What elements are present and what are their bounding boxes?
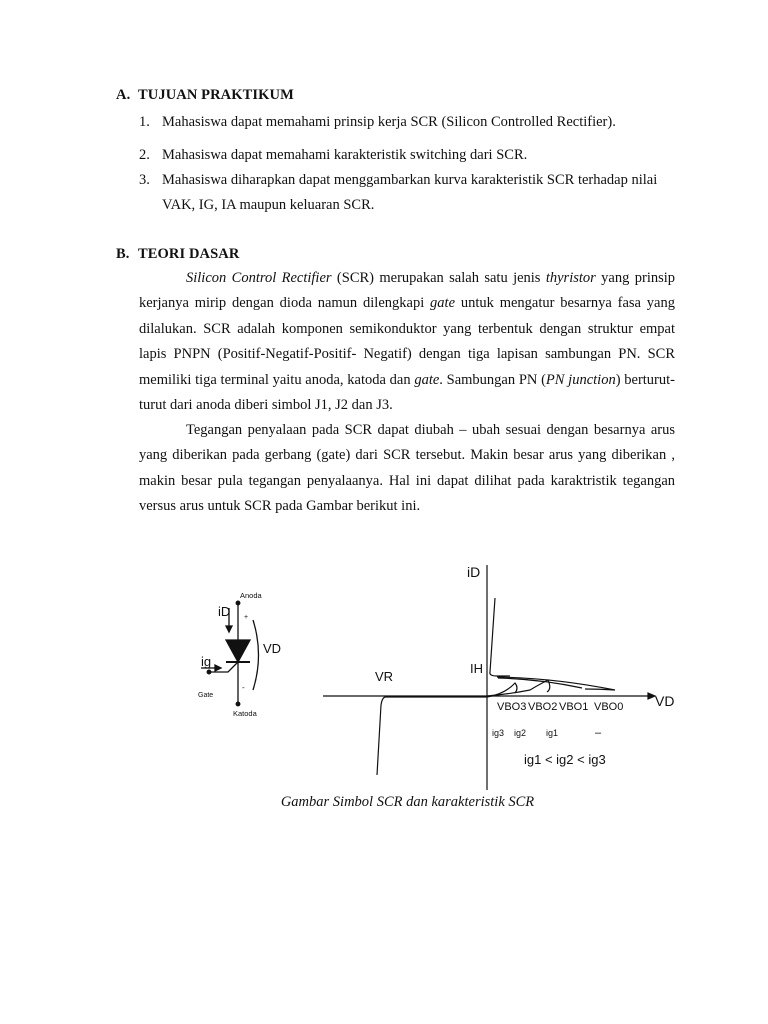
x-axis-label: VD: [655, 693, 675, 709]
vbo2-curve: [487, 680, 550, 696]
on-state-curve: [490, 598, 510, 676]
paragraph-text: yang prinsip kerjanya mirip dengan dioda namun dilengkapi: [139, 270, 676, 312]
term-thyristor: thyristor: [545, 270, 596, 286]
vbo3-label: VBO3: [497, 701, 527, 713]
ig3-label: ig3: [492, 728, 505, 738]
vbo0-label: VBO0: [594, 701, 624, 713]
gate-lead: [210, 662, 238, 672]
graph-labels: [375, 564, 674, 767]
term-gate: gate: [414, 371, 440, 388]
paragraph-text: untuk mengatur besarnya fasa yang dilalukan. SCR adalah komponen semikonduktor yang terbentuk dengan struktur empat lapis PNPN (Positif-Negatif-Positif- Negatif) dengan tiga lapisan sambungan PN. SCR memiliki tiga terminal yaitu anoda, katoda dan: [139, 295, 675, 388]
objective-item: [139, 110, 679, 135]
objective-item: [139, 168, 679, 218]
gate-label: Gate: [198, 692, 214, 699]
gate-terminal: [207, 670, 211, 674]
objective-text: Mahasiswa dapat memahami karakteristik switching dari SCR.: [162, 147, 528, 163]
minus-label: -: [242, 683, 245, 692]
objective-text: Mahasiswa diharapkan dapat menggambarkan kurva karakteristik SCR terhadap nilai VAK, IG, IA maupun keluaran SCR.: [162, 172, 658, 213]
section-b-title: TEORI DASAR: [138, 246, 240, 262]
section-a-heading: [116, 87, 294, 104]
section-a-title: TUJUAN PRAKTIKUM: [138, 87, 294, 103]
vr-label: VR: [375, 669, 394, 684]
cathode-terminal: [236, 702, 240, 706]
figure: [0, 545, 768, 815]
objective-number: 2.: [139, 147, 150, 163]
ig0-label: –: [595, 727, 602, 739]
section-b-letter: B.: [116, 246, 130, 262]
id-arrow-icon: [226, 626, 232, 632]
figure-caption: Gambar Simbol SCR dan karakteristik SCR: [280, 794, 535, 810]
x-axis-arrow-icon: [648, 693, 655, 699]
vd-label: VD: [263, 641, 282, 656]
paragraph-text: . Sambungan PN (: [439, 371, 546, 388]
ih-label: IH: [470, 661, 483, 676]
section-a-letter: A.: [116, 87, 131, 103]
reverse-curve: [377, 697, 487, 775]
vbo2-label: VBO2: [528, 701, 558, 713]
term-pn-junction: PN junction: [545, 371, 616, 388]
y-axis-label: iD: [467, 564, 481, 580]
paragraph-text: ) berturut-turut dari anoda diberi simbol J1, J2 dan J3.: [139, 371, 675, 414]
theory-paragraph-1: [139, 266, 675, 418]
vbo1-label: VBO1: [559, 701, 589, 713]
ig-label: ig: [201, 654, 212, 669]
plus-label: +: [244, 614, 249, 621]
paragraph-text: (SCR) merupakan salah satu jenis: [331, 270, 546, 286]
katoda-label: Katoda: [233, 709, 257, 718]
objectives-list: [139, 110, 679, 218]
section-b-heading: [116, 246, 239, 263]
theory-paragraph-2: [139, 418, 675, 520]
id-label: iD: [218, 604, 231, 619]
paragraph-text: Tegangan penyalaan pada SCR dapat diubah – ubah sesuai dengan besarnya arus yang diberikan pada gerbang (gate) dari SCR tersebut. Makin besar arus yang diberikan , makin besar pula tegangan penyalaanya. Hal ini dapat dilihat pada karaktristik tegangan versus arus untuk SCR pada Gambar berikut ini.: [139, 422, 675, 515]
anoda-label: Anoda: [240, 591, 262, 600]
ig2-label: ig2: [514, 728, 527, 738]
objective-number: 1.: [139, 114, 150, 130]
scr-figure-svg: [0, 545, 768, 815]
ig-relation-label: ig1 < ig2 < ig3: [524, 752, 606, 767]
term-scr: Silicon Control Rectifier: [186, 270, 332, 286]
vd-bracket: [253, 620, 259, 690]
objective-text: Mahasiswa dapat memahami prinsip kerja SCR (Silicon Controlled Rectifier).: [162, 114, 616, 130]
ig1-label: ig1: [546, 728, 559, 738]
thyristor-triangle: [226, 640, 250, 662]
objective-number: 3.: [139, 172, 150, 188]
ig-arrow-icon: [215, 665, 221, 671]
term-gate: gate: [430, 295, 456, 312]
anode-terminal: [236, 601, 240, 605]
objective-item: [139, 143, 679, 168]
